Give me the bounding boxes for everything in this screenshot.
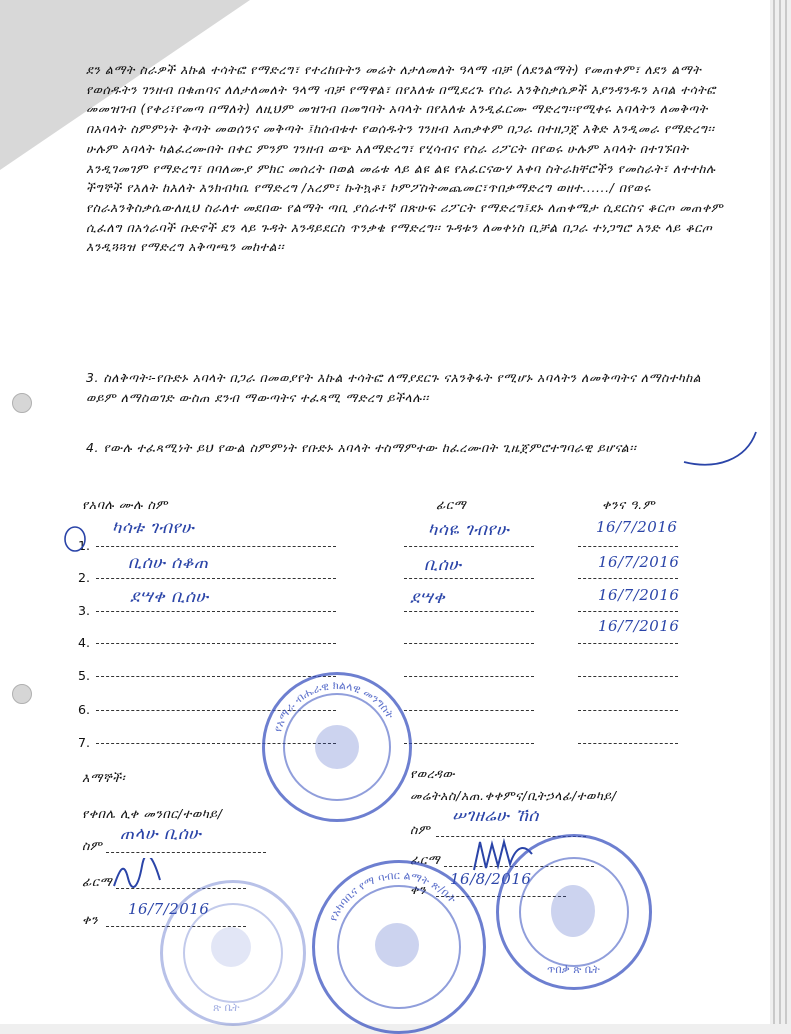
member-name-handwritten: ደሣቀ ቢሰሁ xyxy=(130,587,209,607)
member-date-header: ቀንና ዓ.ም xyxy=(602,497,656,512)
member-name-handwritten: ቢሰሁ ሰቆጠ xyxy=(128,553,209,573)
member-date-handwritten: 16/7/2016 xyxy=(598,553,680,571)
row-number: 4. xyxy=(78,635,91,650)
member-name-handwritten: ካሳቱ ገብየሁ xyxy=(112,518,195,538)
signature-line xyxy=(404,743,534,744)
date-line xyxy=(578,578,678,579)
svg-text:የአካባቢና የማ ባብር ልማት ጽ/ቤት: የአካባቢና የማ ባብር ልማት ጽ/ቤት xyxy=(326,868,459,924)
member-signature-handwritten: ቢሰሁ xyxy=(424,555,462,575)
faded-stamp xyxy=(160,880,306,1026)
signature-line xyxy=(404,643,534,644)
kebele-chair-role: የቀበሌ ሊቀ መንበር/ተወካይ/ xyxy=(82,806,223,821)
signature-line xyxy=(404,546,534,547)
member-date-handwritten: 16/7/2016 xyxy=(598,586,680,604)
handwritten-bracket-mark xyxy=(676,420,766,470)
right-signature-label: ፊርማ xyxy=(410,852,441,867)
member-signature-handwritten: ካሳዬ ገብየሁ xyxy=(428,520,510,540)
svg-text:የአማራ ብሔራዊ ክልላዊ መንግስት: የአማራ ብሔራዊ ክልላዊ መንግስት xyxy=(271,678,397,734)
right-name-label: ስም xyxy=(410,822,431,837)
page-edge xyxy=(785,0,787,1024)
page-edge xyxy=(773,0,775,1024)
date-line xyxy=(578,710,678,711)
left-signature-scribble xyxy=(110,858,170,892)
right-name-handwritten: ሠገዘሬሁ ኸሰ xyxy=(452,806,539,826)
row-number: 7. xyxy=(78,735,91,750)
left-signature-label: ፊርማ xyxy=(82,874,113,889)
row-number: 5. xyxy=(78,668,91,683)
woreda-office-role: መሬትአስ/አጠ.ቀቀምና/ቢትኃላፊ/ተወካይ/ xyxy=(410,788,617,803)
left-date-handwritten: 16/7/2016 xyxy=(128,900,210,918)
left-name-line xyxy=(106,852,266,853)
witnesses-heading: እማኞች፡ xyxy=(82,770,126,785)
woreda-heading: የወረዳው xyxy=(410,766,456,781)
date-line xyxy=(578,676,678,677)
member-signature-handwritten: ደሣቀ xyxy=(410,588,446,608)
name-line xyxy=(96,611,336,612)
signature-line xyxy=(404,578,534,579)
right-date-handwritten: 16/8/2016 xyxy=(450,870,532,888)
row-number: 2. xyxy=(78,570,91,585)
row-number: 1. xyxy=(78,538,91,553)
official-seal-stamp xyxy=(262,672,412,822)
punch-hole xyxy=(12,393,32,413)
section-2-text: ደን ልማት ስራዎች እኩል ተሳትፎ የማድረግ፣ የተረከቡትን መሬት ለታለመለት ዓላማ ብቻ (ለደንልማት) የመጠቀም፣ ለደን ልማት የወሰዱትን ገንዘብ በቁጠባና ለለታለመለት ዓላማ ብቻ የማዋል፣ በየእለቱ በሚደረጉ የስራ እንቅስቃሴዎች እያንዳንዱን አባል ተሳትፎ መመዝገብ (የቀሪ፣የመጣ በማለት) ለዚህም መዝገብ በመግባት አባላት በየእለቱ እንዲፈርሙ ማድረግ፡፡የሚቀሩ አባላትን ለመቅጣት በአባላት ስምምነት ቅጣት መወሰንና መቅጣት ፤ከሰብቱተ የወሰዱትን ገንዘብ አጠቃቀም በጋራ በተዘጋጀ እቅድ እንዲመራ የማድረግ፡፡ሁሉም አባላት ካልፈረሙበት በቀር ምንም ገንዘብ ወጭ አለማድረግ፣ የሂሳብና የስራ ሪፖርት በየወሩ ሁሉም አባላት በተገኙበት እንዲገመገም የማድረግ፣ በባለሙያ ምክር መሰረት በወል መሬቱ ላይ ልዩ ልዩ የአፈርናውሃ እቀባ ስትራክቸሮችን የመስራት፣ ለተተከሉ ችግኞች የእለት ከእለት እንክብካቤ የማድረግ /አረም፣ ኩትኳቶ፣ ኮምፖስትመጨመር፣ጥበቃማድረግ ወዘተ....../ በየወሩ የስራእንቅስቃሴውለዚህ ስራለተ መደበው የልማት ጣቢ ያሰራተኛ በጽሁፍ ሪፖርት የማድረግ፤ደኑ ለጠቀሜታ ሲደርስና ቆርጦ መጠቀም ሲፈለግ በአጎራባች ቡድኖች ደን ላይ ጉዳት እንዳይደርስ ጥንቃቄ የማድረግ፡፡ ጉዳቱን ለመቀነስ ቢቻል በጋራ ተነጋግሮ አንድ ላይ ቆርጦ እንዲጓጓዝ የማድረግ አቅጣጫን መከተል፡፡ xyxy=(86,62,724,255)
office-seal-stamp xyxy=(312,860,486,1034)
date-line xyxy=(578,743,678,744)
date-line xyxy=(578,546,678,547)
left-name-label: ስም xyxy=(82,838,103,853)
svg-text:ጥበቃ ጽ ቤት: ጥበቃ ጽ ቤት xyxy=(547,963,600,976)
name-line xyxy=(96,546,336,547)
right-date-label: ቀን xyxy=(410,882,427,897)
signature-line xyxy=(404,611,534,612)
member-signature-header: ፊርማ xyxy=(436,497,467,512)
handwritten-circle-mark xyxy=(62,524,90,554)
member-date-handwritten: 16/7/2016 xyxy=(598,617,680,635)
svg-text:ጽ ቤት: ጽ ቤት xyxy=(213,1001,240,1014)
name-line xyxy=(96,578,336,579)
row-number: 6. xyxy=(78,702,91,717)
page-edge xyxy=(779,0,781,1024)
left-date-label: ቀን xyxy=(82,912,99,927)
name-line xyxy=(96,643,336,644)
member-date-handwritten: 16/7/2016 xyxy=(596,518,678,536)
punch-hole xyxy=(12,684,32,704)
section-3-text: 3. ስለቅጣት፡-የቡድኑ አባላት በጋራ በመወያየት እኩል ተሳትፎ ለማያደርጉ ናእንቅፋት የሚሆኑ አባላትን ለመቅጣትና ለማስተካከል ወይም ለማስወገድ ውስጠ ደንብ ማውጣትና ተፈጻሚ ማድረግ ይችላሉ፡፡ xyxy=(86,370,702,405)
date-line xyxy=(578,643,678,644)
signature-line xyxy=(404,676,534,677)
date-line xyxy=(578,611,678,612)
signature-line xyxy=(404,710,534,711)
left-name-handwritten: ጠላሁ ቢሰሁ xyxy=(120,824,202,844)
woreda-office-stamp xyxy=(496,834,652,990)
member-name-header: የአባሉ ሙሉ ስም xyxy=(82,497,168,512)
row-number: 3. xyxy=(78,603,91,618)
section-4-text: 4. የውሉ ተፈጻሚነት ይህ የውል ስምምነት የቡድኑ አባላት ተስማምተው ከፈረሙበት ጊዜጀምሮተግባራዊ ይሆናል፡፡ xyxy=(86,440,637,455)
